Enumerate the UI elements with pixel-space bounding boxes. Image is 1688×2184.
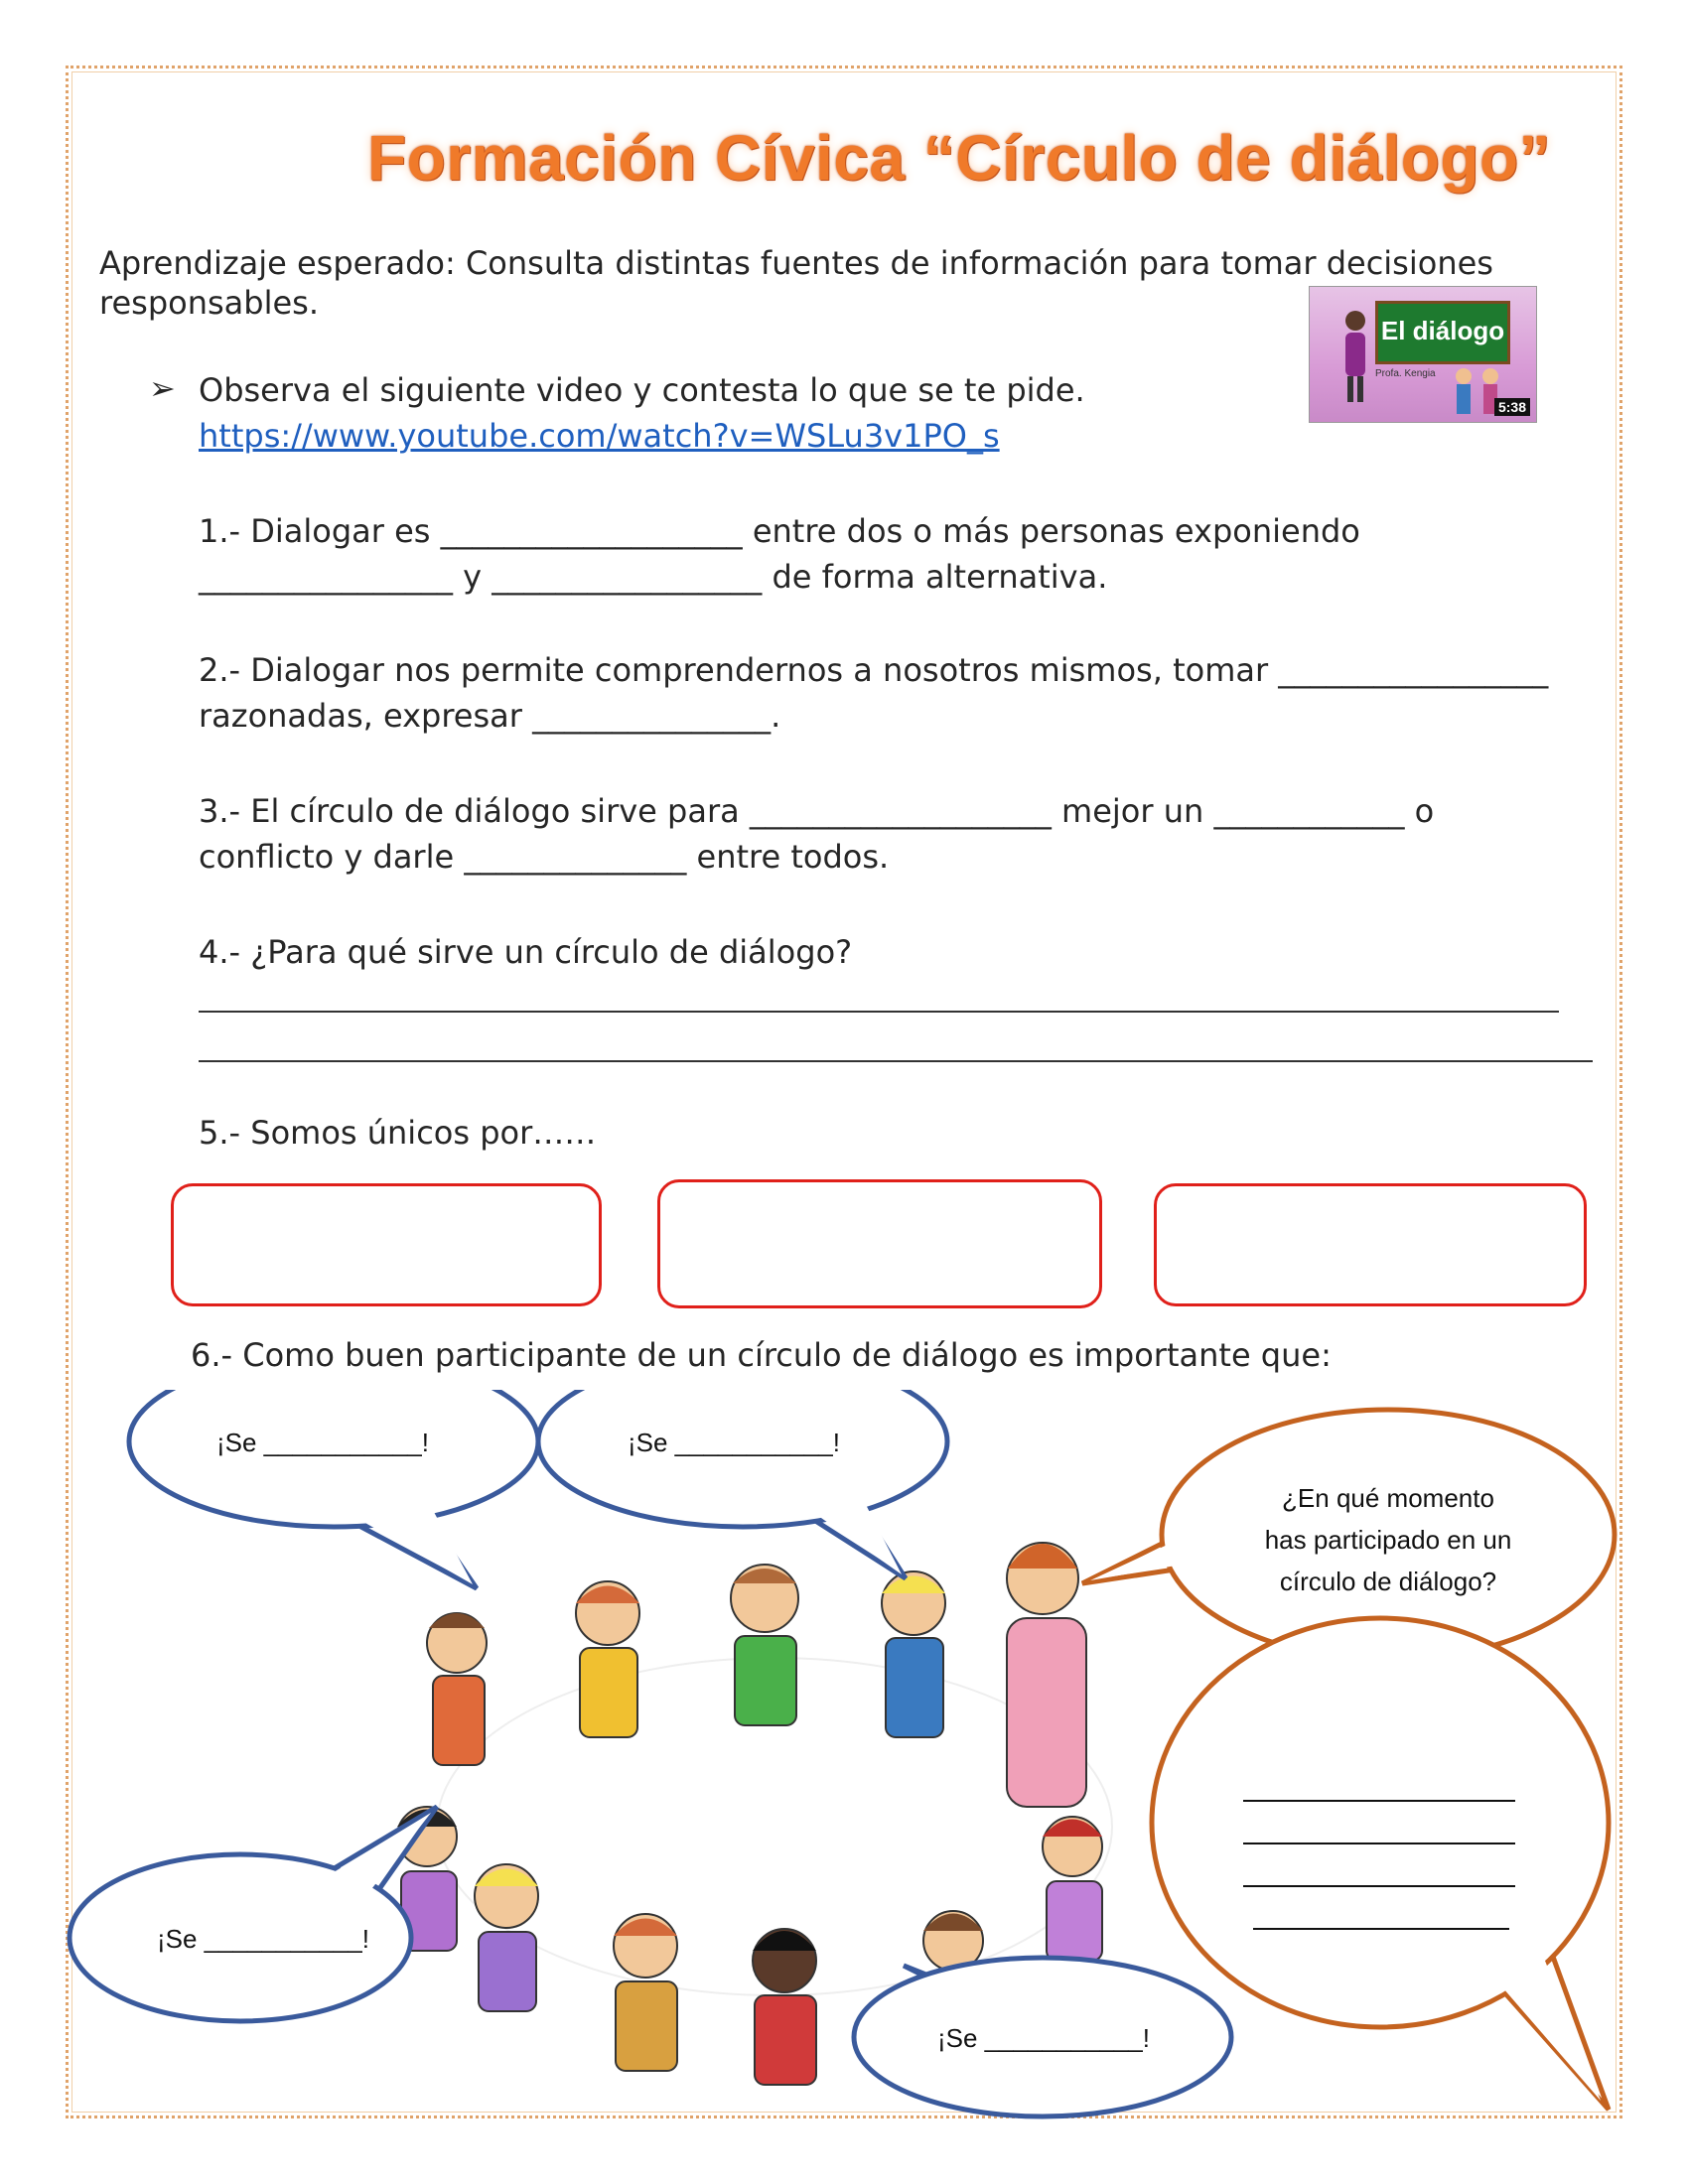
child-figure-icon xyxy=(753,1929,816,2085)
video-duration: 5:38 xyxy=(1494,398,1530,416)
answer-box-1[interactable] xyxy=(171,1183,602,1306)
question-3-line2: conflicto y darle ______________ entre todos. xyxy=(199,838,890,876)
bullet-arrow-icon: ➢ xyxy=(149,369,176,407)
question-6: 6.- Como buen participante de un círculo de diálogo es importante que: xyxy=(191,1336,1332,1374)
speech-bubble-3[interactable] xyxy=(70,1807,437,2021)
answer-line-1[interactable] xyxy=(199,1011,1559,1013)
video-thumbnail-author: Profa. Kengia xyxy=(1375,368,1436,379)
child-figure-icon xyxy=(1043,1817,1102,1961)
teacher-figure-icon xyxy=(1336,307,1375,406)
question-1-line2: ________________ y _________________ de forma alternativa. xyxy=(199,558,1108,596)
speech-bubble-4[interactable] xyxy=(854,1958,1231,2116)
bubble-4-text: ¡Se ___________! xyxy=(937,2023,1150,2053)
teacher-figure-icon xyxy=(1007,1543,1086,1807)
child-figure-icon xyxy=(576,1581,639,1737)
aprendizaje-line2: responsables. xyxy=(99,284,319,322)
question-5: 5.- Somos únicos por…… xyxy=(199,1114,597,1152)
child-figure-icon xyxy=(475,1864,538,2011)
child-figure-icon xyxy=(731,1565,798,1725)
bubble-3-text: ¡Se ___________! xyxy=(157,1924,369,1954)
page-title: Formación Cívica “Círculo de diálogo” xyxy=(367,122,1552,194)
answer-box-2[interactable] xyxy=(657,1179,1102,1308)
video-thumbnail-title: El diálogo xyxy=(1375,301,1510,364)
question-bubble-line2: has participado en un xyxy=(1264,1525,1512,1555)
question-2-line2: razonadas, expresar _______________. xyxy=(199,697,781,735)
child-figure-icon xyxy=(427,1613,487,1765)
child-figure-icon xyxy=(614,1914,677,2071)
answer-line-2[interactable] xyxy=(199,1060,1593,1062)
bubble-1-text: ¡Se ___________! xyxy=(216,1428,429,1457)
child-figure-icon xyxy=(882,1571,945,1737)
illustration-area xyxy=(0,1390,1688,2124)
question-bubble-line1: ¿En qué momento xyxy=(1282,1483,1494,1513)
bubble-2-text: ¡Se ___________! xyxy=(628,1428,840,1457)
speech-bubble-1[interactable] xyxy=(129,1390,538,1588)
question-1-line1: 1.- Dialogar es ___________________ entre dos o más personas exponiendo xyxy=(199,512,1360,550)
video-thumbnail[interactable] xyxy=(1309,286,1537,423)
question-4: 4.- ¿Para qué sirve un círculo de diálogo? xyxy=(199,933,853,971)
video-link[interactable]: https://www.youtube.com/watch?v=WSLu3v1PO_s xyxy=(199,417,1000,455)
question-2-line1: 2.- Dialogar nos permite comprendernos a nosotros mismos, tomar _________________ xyxy=(199,651,1549,689)
instruction-text: Observa el siguiente video y contesta lo que se te pide. xyxy=(199,371,1085,409)
aprendizaje-line1: Aprendizaje esperado: Consulta distintas fuentes de información para tomar decisiones xyxy=(99,244,1493,282)
answer-box-3[interactable] xyxy=(1154,1183,1587,1306)
question-3-line1: 3.- El círculo de diálogo sirve para ___________________ mejor un ____________ o xyxy=(199,792,1435,830)
question-bubble-line3: círculo de diálogo? xyxy=(1279,1567,1497,1596)
speech-bubble-2[interactable] xyxy=(538,1390,947,1578)
